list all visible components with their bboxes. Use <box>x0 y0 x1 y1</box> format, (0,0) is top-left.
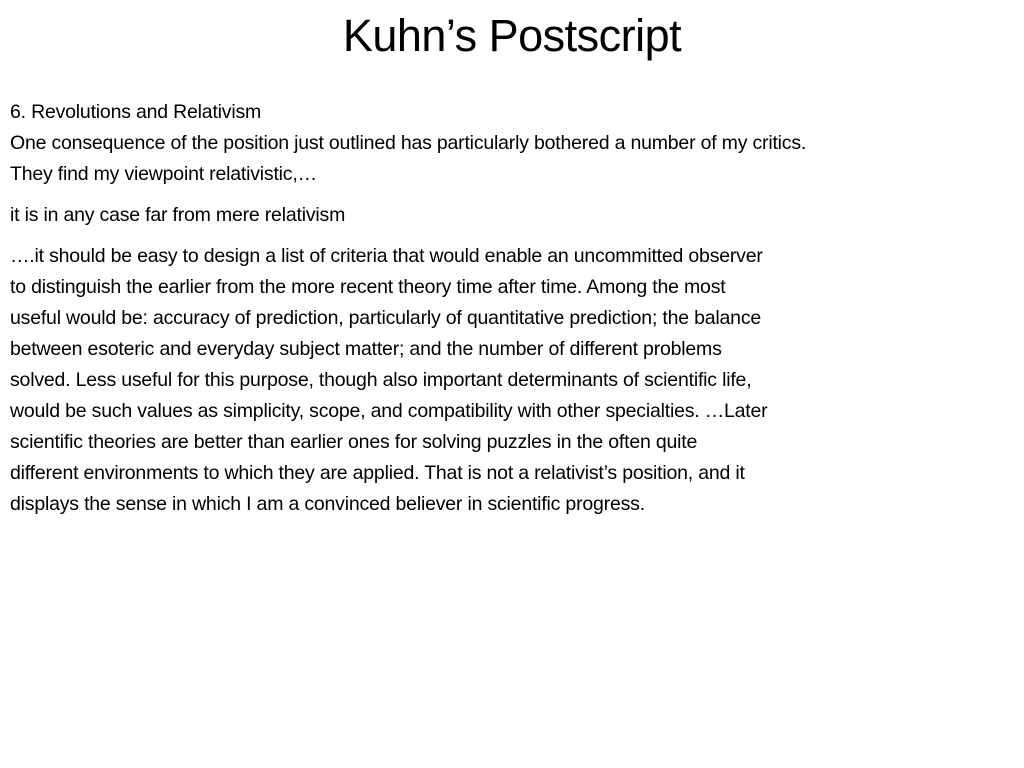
quote-line: displays the sense in which I am a convinced believer in scientific progress. <box>10 493 645 515</box>
statement-block <box>10 200 1016 231</box>
quote-line: useful would be: accuracy of prediction, particularly of quantitative prediction; the balance <box>10 307 762 329</box>
quote-line: different environments to which they are applied. That is not a relativist’s position, and it <box>10 462 745 484</box>
slide-body <box>10 97 1016 520</box>
quote-line: scientific theories are better than earlier ones for solving puzzles in the often quite <box>10 431 698 453</box>
quote-line: solved. Less useful for this purpose, though also important determinants of scientific life, <box>10 369 752 391</box>
section-heading: 6. Revolutions and Relativism <box>10 101 262 123</box>
intro-line: They find my viewpoint relativistic,… <box>10 163 317 185</box>
quote-line: would be such values as simplicity, scope, and compatibility with other specialties. …Later <box>10 400 768 422</box>
slide-title: Kuhn’s Postscript <box>342 10 682 61</box>
intro-line: One consequence of the position just outlined has particularly bothered a number of my critics. <box>10 132 807 154</box>
quote-line: ….it should be easy to design a list of criteria that would enable an uncommitted observer <box>10 245 763 267</box>
section-block <box>10 97 1016 190</box>
quote-line: between esoteric and everyday subject matter; and the number of different problems <box>10 338 722 360</box>
statement-line: it is in any case far from mere relativism <box>10 204 346 226</box>
quote-line: to distinguish the earlier from the more recent theory time after time. Among the most <box>10 276 726 298</box>
quote-block <box>10 241 1016 520</box>
